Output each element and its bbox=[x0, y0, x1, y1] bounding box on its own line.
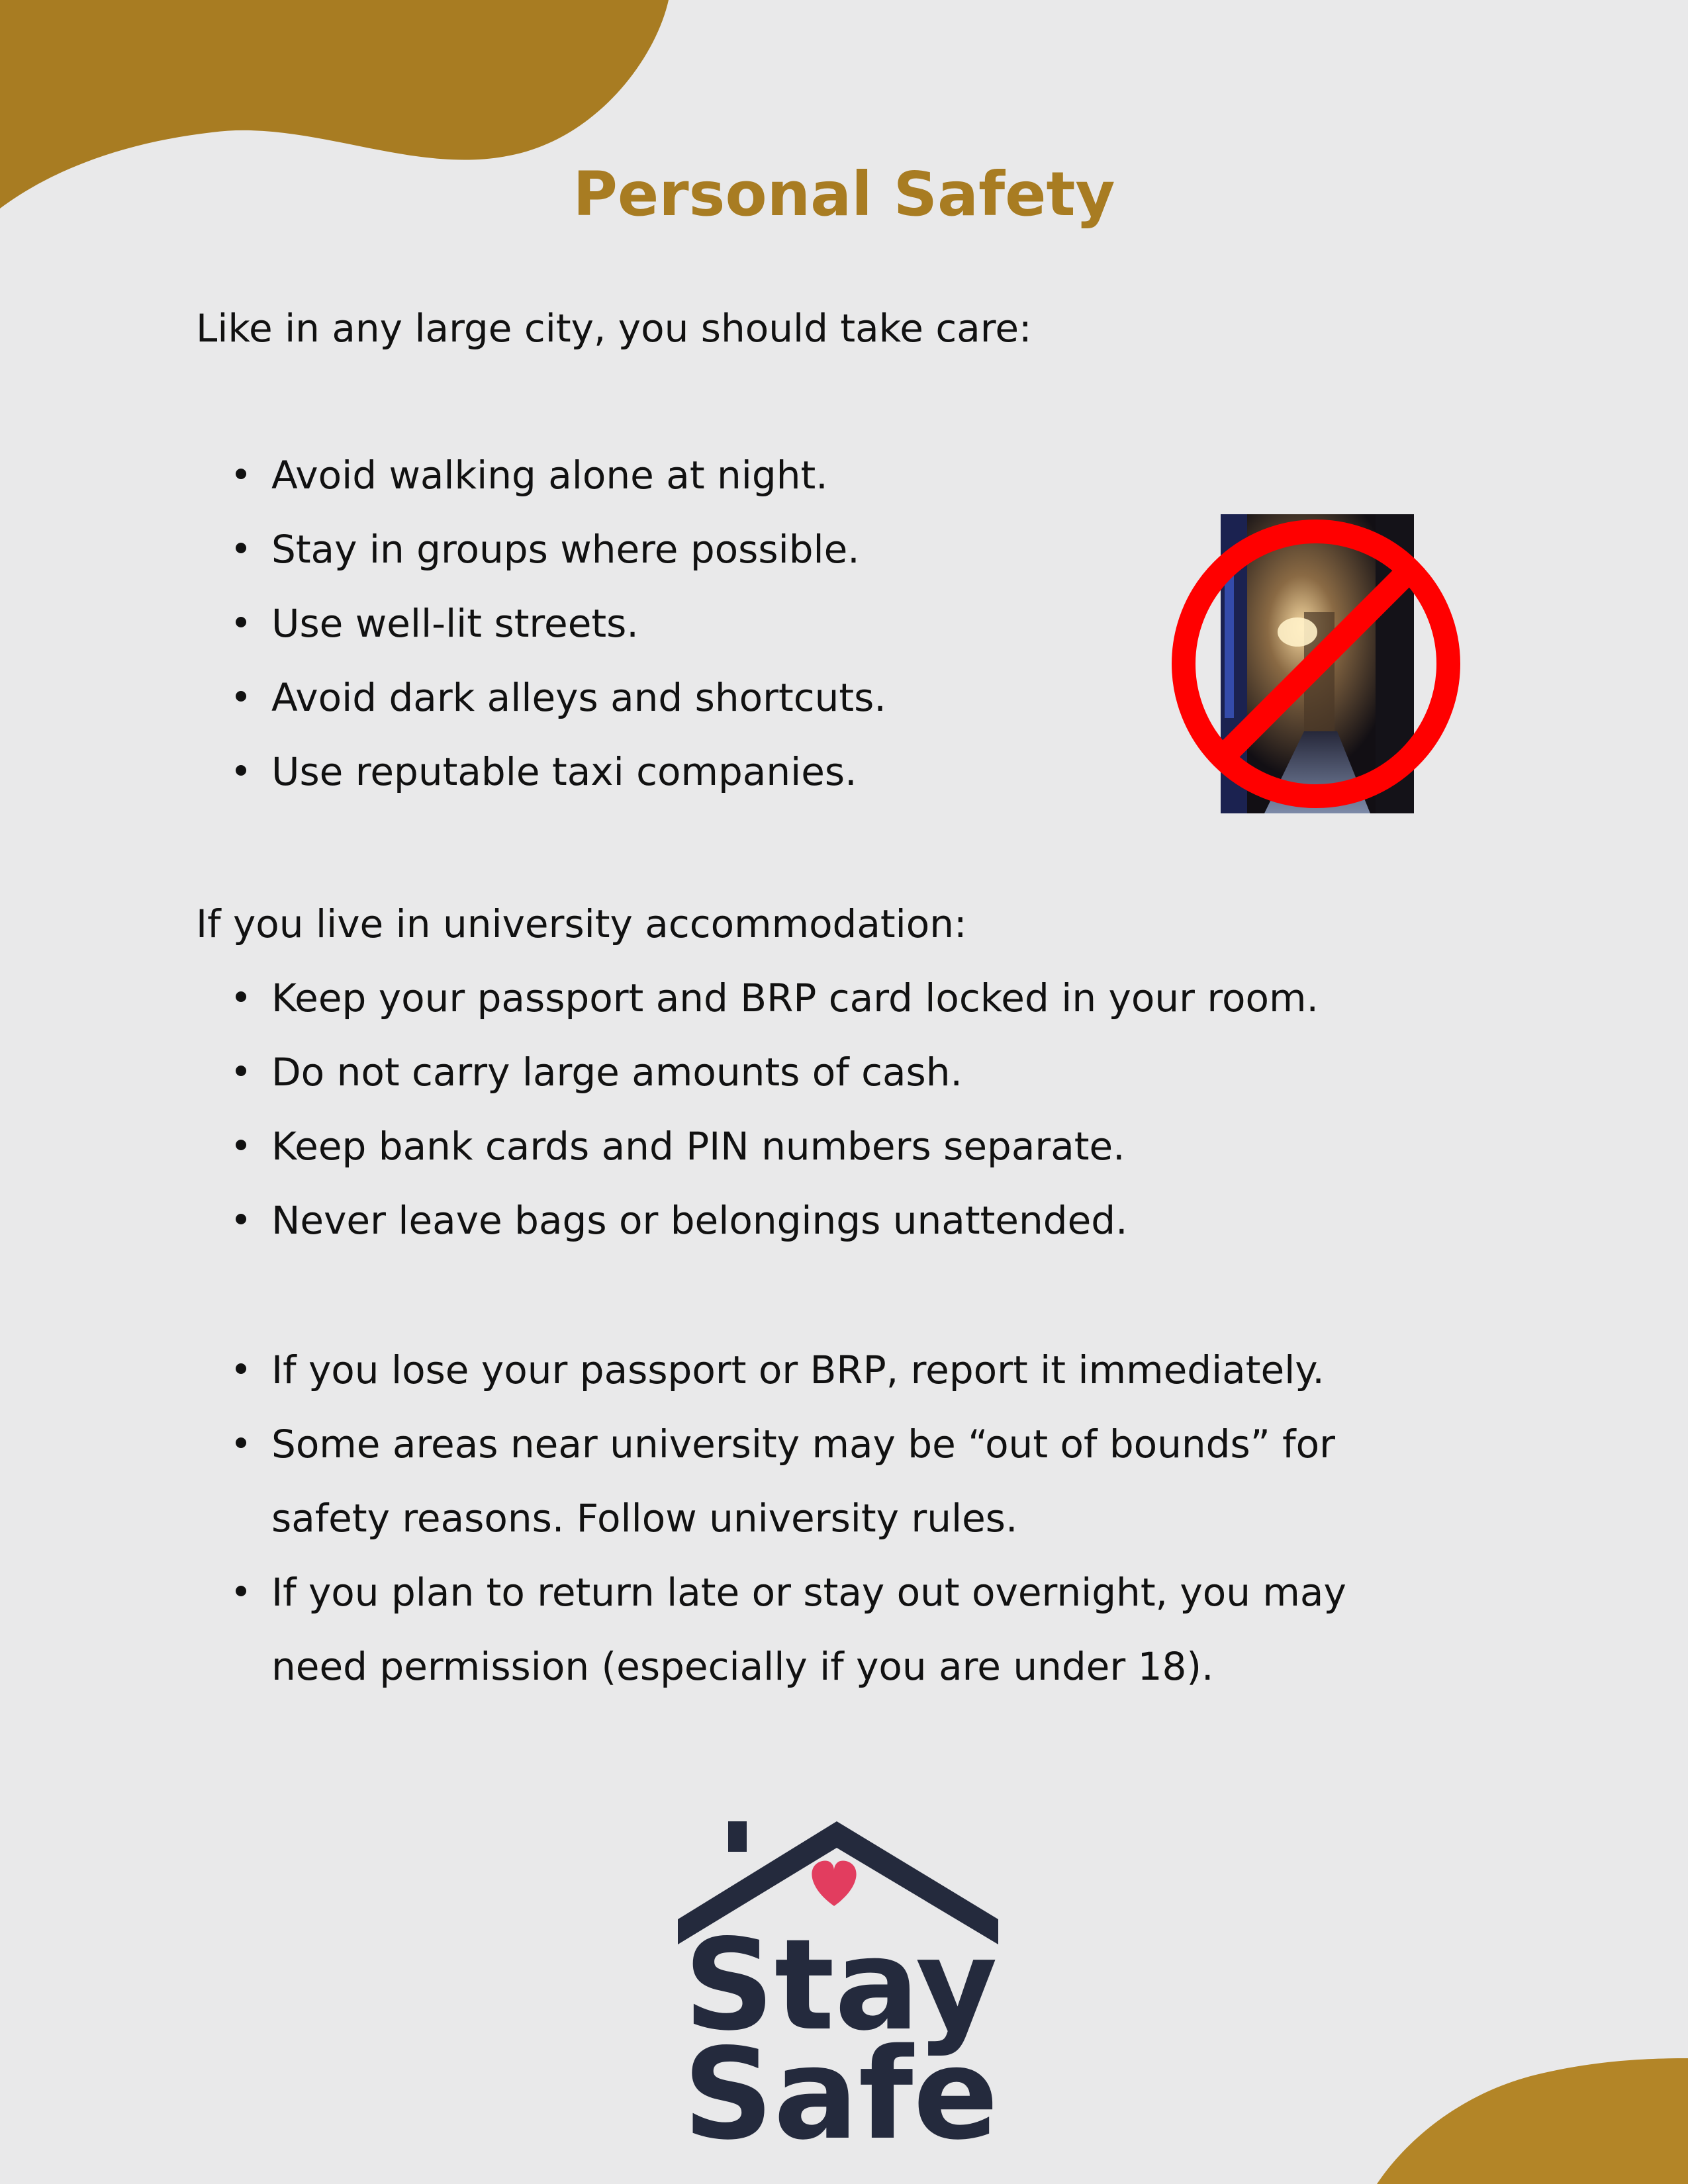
list-item bbox=[196, 586, 1123, 660]
stay-safe-logo bbox=[675, 1813, 1019, 2144]
list-item bbox=[196, 961, 1454, 1035]
bullet-icon bbox=[236, 1066, 246, 1076]
bullet-icon bbox=[236, 765, 246, 776]
list-item-text: Never leave bags or belongings unattended. bbox=[271, 1198, 1128, 1243]
heart-icon bbox=[812, 1860, 856, 1906]
list-item bbox=[196, 660, 1123, 735]
list-item-text: Use reputable taxi companies. bbox=[271, 749, 857, 794]
list-item-text: Some areas near university may be “out of bounds” for safety reasons. Follow university rules. bbox=[271, 1422, 1335, 1541]
list-item-text: Keep your passport and BRP card locked in your room. bbox=[271, 976, 1319, 1021]
list-item bbox=[196, 512, 1123, 586]
list-item-text: Use well-lit streets. bbox=[271, 601, 639, 646]
list-item bbox=[196, 1109, 1454, 1183]
general-safety-list bbox=[196, 438, 1123, 809]
bottom-corner-decoration bbox=[1377, 2058, 1688, 2184]
no-dark-alley-icon bbox=[1165, 513, 1467, 815]
list-item bbox=[196, 1333, 1454, 1407]
bullet-icon bbox=[236, 617, 246, 627]
list-item bbox=[196, 1035, 1454, 1109]
bullet-icon bbox=[236, 1214, 246, 1224]
list-item-text: Keep bank cards and PIN numbers separate. bbox=[271, 1124, 1125, 1169]
list-item bbox=[196, 438, 1123, 512]
bullet-icon bbox=[236, 1363, 246, 1374]
logo-text-stay: Stay bbox=[684, 1912, 998, 2058]
bullet-icon bbox=[236, 1586, 246, 1596]
list-item-text: If you plan to return late or stay out overnight, you may need permission (especially if you are under 18). bbox=[271, 1570, 1346, 1689]
list-item bbox=[196, 1407, 1454, 1555]
intro-accommodation: If you live in university accommodation: bbox=[196, 901, 967, 946]
list-item-text: Do not carry large amounts of cash. bbox=[271, 1050, 962, 1095]
bullet-icon bbox=[236, 991, 246, 1002]
list-item-text: Stay in groups where possible. bbox=[271, 527, 860, 572]
logo-text-safe: Safe bbox=[682, 2021, 999, 2144]
accommodation-safety-list bbox=[196, 961, 1454, 1257]
list-item-text: Avoid walking alone at night. bbox=[271, 453, 828, 498]
page-title: Personal Safety bbox=[573, 159, 1115, 230]
intro-general: Like in any large city, you should take care: bbox=[196, 306, 1032, 351]
list-item-text: If you lose your passport or BRP, report it immediately. bbox=[271, 1347, 1325, 1392]
bullet-icon bbox=[236, 691, 246, 702]
bullet-icon bbox=[236, 469, 246, 479]
bullet-icon bbox=[236, 1437, 246, 1448]
list-item bbox=[196, 1555, 1454, 1704]
bullet-icon bbox=[236, 543, 246, 553]
bullet-icon bbox=[236, 1140, 246, 1150]
list-item-text: Avoid dark alleys and shortcuts. bbox=[271, 675, 886, 720]
list-item bbox=[196, 1183, 1454, 1257]
list-item bbox=[196, 735, 1123, 809]
additional-safety-list bbox=[196, 1333, 1454, 1704]
